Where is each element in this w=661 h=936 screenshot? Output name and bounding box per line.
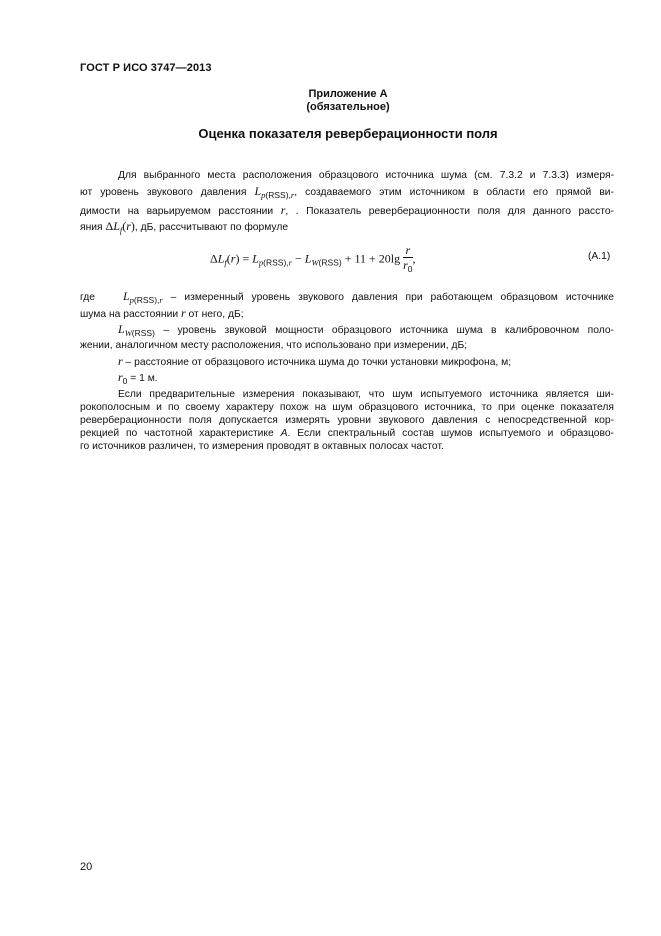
paragraph1-line3: димости на варьируемом расстоянии r, . Показатель реверберационности поля для данного рассто- [80,203,614,217]
where-item1-line1: где $L_{p(RSS),r}$ – измеренный уровень звукового давления при работающем образцовом источнике [80,289,614,305]
symbol-r: r [280,203,286,217]
where-item4: $r_0 = 1$ м. [118,370,158,386]
paragraph1-line4: яния $\Delta L_f(r)$, дБ, рассчитывают по формуле [80,219,289,235]
document-header: ГОСТ Р ИСО 3747—2013 [80,62,212,74]
annex-status: (обязательное) [306,101,390,113]
page-number: 20 [80,861,93,873]
where-item3: r – расстояние от образцового источника шума до точки установки микрофона, м; [118,354,512,368]
paragraph1-line1: Для выбранного места расположения образцового источника шума (см. 7.3.2 и 7.3.3) измеря- [118,170,614,181]
formula-a1: $\Delta L_f(r) = L_{p(RSS),r} - L_{W(RSS)} + 11 + 20\lg$ $\frac{r}{r_0}$ , [210,243,416,274]
where-item2-line1: $L_{W(RSS)}$ – уровень звуковой мощности образцового источника шума в калибровочном поло- [118,322,614,338]
symbol-lp-rss-r: $L_{p(RSS),r}$ [254,184,295,200]
annex-heading [80,88,616,114]
formula-fraction: $\frac{r}{r_0}$ [403,243,413,274]
paragraph2-line4: рекцией по частотной характеристике A. Если спектральный состав шумов испытуемого и образцово- [80,428,614,439]
paragraph1-line2: ют уровень звукового давления $L_{p(RSS),r}$, создаваемого этим источником в области его прямой ви- [80,184,614,200]
annex-title: Приложение А [308,88,388,100]
symbol-delta-lf-r: $\Delta L_f(r)$ [105,219,135,235]
where-item2-line2: жении, аналогичном месту расположения, что использовано при измерении, дБ; [80,340,468,351]
where-label: где [80,292,96,303]
where-item1-line2: шума на расстоянии r от него, дБ; [80,306,244,320]
paragraph2-line3: реверберационности поля допускается измерять уровни звукового давления с непосредственной кор- [80,415,614,426]
paragraph2-line2: рокополосным и по своему характеру похож на шум образцового источника, то при оценке показателя [80,402,614,413]
section-title: Оценка показателя реверберационности поля [198,126,498,141]
paragraph2-line5: го источников различен, то измерения проводят в октавных полосах частот. [80,441,444,452]
paragraph2-line1: Если предварительные измерения показывают, что шум испытуемого источника является ши- [118,389,614,400]
equation-number: (А.1) [588,251,611,262]
